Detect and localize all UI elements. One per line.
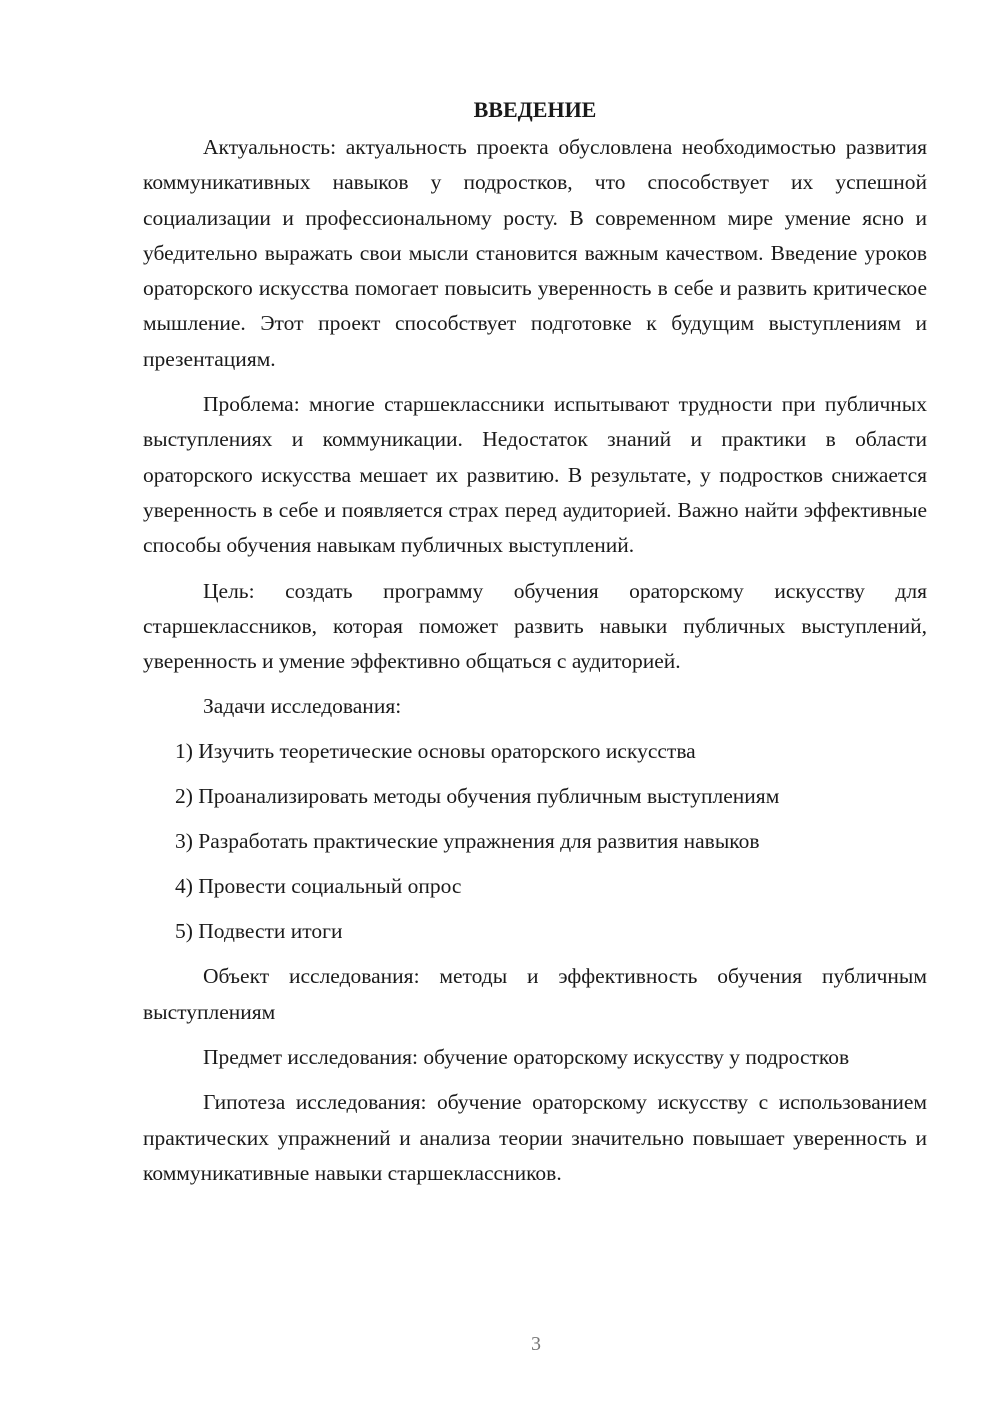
list-item: 3) Разработать практические упражнения для развития навыков <box>175 829 760 854</box>
paragraph-relevance: Актуальность: актуальность проекта обусловлена необходимостью развития коммуникативных навыков у подростков, что способствует их успешной социализации и профессиональному росту. В современном мире умение ясно и убедительно выражать свои мысли становится важным качеством. Введение уроков ораторского искусства помогает повысить уверенность в себе и развить критическое мышление. Этот проект способствует подготовке к будущим выступлениям и презентациям. <box>143 135 927 371</box>
page-number: 3 <box>531 1333 541 1355</box>
document-page <box>143 92 927 1201</box>
list-item: 1) Изучить теоретические основы ораторского искусства <box>175 739 696 764</box>
list-item: 5) Подвести итоги <box>175 919 343 944</box>
tasks-list <box>143 734 927 949</box>
paragraph-problem: Проблема: многие старшеклассники испытывают трудности при публичных выступлениях и коммуникации. Недостаток знаний и практики в области ораторского искусства мешает их развитию. В результате, у подростков снижается уверенность в себе и появляется страх перед аудиторией. Важно найти эффективные способы обучения навыкам публичных выступлений. <box>143 392 927 558</box>
paragraph-hypothesis: Гипотеза исследования: обучение ораторскому искусству с использованием практических упражнений и анализа теории значительно повышает уверенность и коммуникативные навыки старшеклассников. <box>143 1090 927 1185</box>
paragraph-subject: Предмет исследования: обучение ораторскому искусству у подростков <box>203 1045 850 1070</box>
list-item: 4) Провести социальный опрос <box>175 874 462 899</box>
page-title: ВВЕДЕНИЕ <box>473 97 597 122</box>
paragraph-goal: Цель: создать программу обучения ораторскому искусству для старшеклассников, которая поможет развить навыки публичных выступлений, уверенность и умение эффективно общаться с аудиторией. <box>143 578 927 674</box>
list-item: 2) Проанализировать методы обучения публичным выступлениям <box>175 784 780 809</box>
paragraph-object: Объект исследования: методы и эффективность обучения публичным выступлениям <box>143 964 927 1024</box>
tasks-heading: Задачи исследования: <box>203 694 402 719</box>
